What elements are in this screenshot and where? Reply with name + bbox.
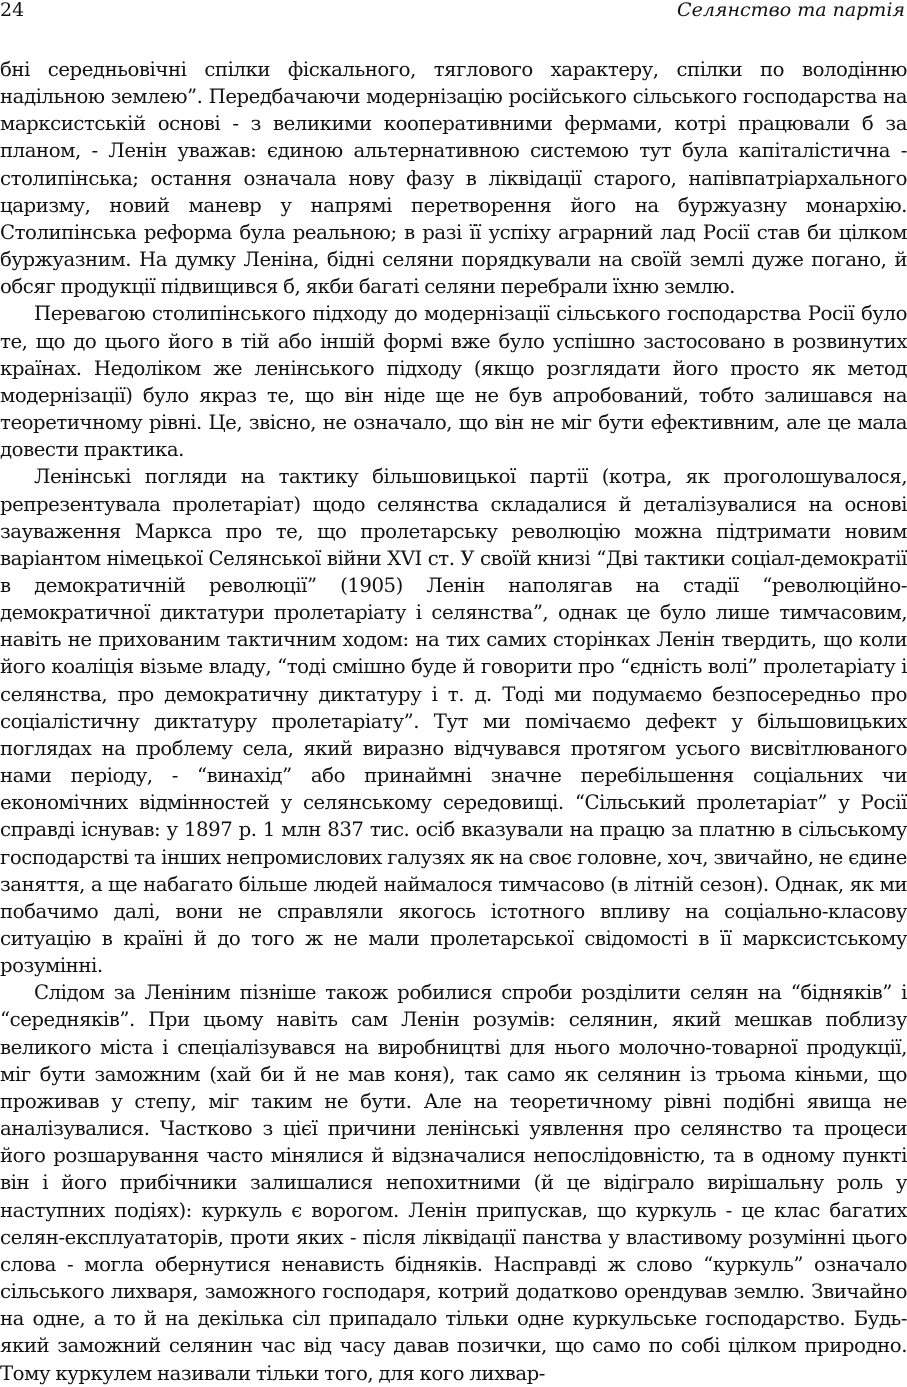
paragraph: Слідом за Леніним пізніше також робилися спроби розділити селян на “бідняків” і “середняків”. При цьому навіть сам Ленін розумів: селянин, який мешкав поблизу великого міста і спеціалізувався на виробництві для нього молочно-товарної продукції, міг бути заможним (хай би й не мав коня), так само як селянин із трьома кіньми, що проживав у степу, міг таким не бути. Але на теоретичному рівні подібні явища не аналізувалися. Частково з цієї причини ленінські уявлення про селянство та процеси його розшарування часто мінялися й відзначалися непослідовністю, та в одному пункті він і його прибічники залишалися непохитними (й це відіграло вирішальну роль у наступних подіях): куркуль є ворогом. Ленін припускав, що куркуль - це клас багатих селян-експлуататорів, проти яких - після ліквідації панства у властивому розумінні цього слова - могла обернутися ненависть бідняків. Насправді ж слово “куркуль” означало сільського лихваря, заможного господаря, котрий додатково орендував землю. Звичайно на одне, а то й на декілька сіл припадало тільки одне куркульське господарство. Будь-який заможний селянин час від часу давав позички, що само по собі цілком природно. Тому куркулем називали тільки того, для кого лихвар- [0, 981, 907, 1385]
page-header [0, 0, 907, 24]
running-title: Селянство та партія [677, 0, 905, 21]
paragraph: Ленінські погляди на тактику більшовицької партії (котра, як проголошувалося, репрезентувала пролетаріат) щодо селянства складалися й деталізувалися на основі зауваження Маркса про те, що пролетарську революцію можна підтримати новим варіантом німецької Селянської війни XVI ст. У своїй книзі “Дві тактики соціал-демократії в демократичній революції” (1905) Ленін наполягав на стадії “революційно-демократичної диктатури пролетаріату і селянства”, однак це було лише тимчасовим, навіть не прихованим тактичним ходом: на тих самих сторінках Ленін твердить, що коли його коаліція візьме владу, “тоді смішно буде й говорити про “єдність волі” пролетаріату і селянства, про демократичну диктатуру і т. д. Тоді ми подумаємо безпосередньо про соціалістичну диктатуру пролетаріату”. Тут ми помічаємо дефект у більшовицьких поглядах на проблему села, який виразно відчувався протягом усього висвітлюваного нами періоду, - “винахід” або принаймні значне перебільшення соціальних чи економічних відмінностей у селянському середовищі. “Сільський пролетаріат” у Росії справді існував: у 1897 р. 1 млн 837 тис. осіб вказували на працю за платню в сільському господарстві та інших непромислових галузях як на своє головне, хоч, звичайно, не єдине заняття, а ще набагато більше людей наймалося тимчасово (в літній сезон). Однак, як ми побачимо далі, вони не справляли якогось істотного впливу на соціально-класову ситуацію в країні й до того ж не мали пролетарської свідомості в її марксистському розумінні. [0, 465, 907, 978]
page-number: 24 [0, 0, 25, 21]
paragraph-continued: бні середньовічні спілки фіскального, тяглового характеру, спілки по володінню надільною землею”. Передбачаючи модернізацію російського сільського господарства на марксистській основі - з великими кооперативними фермами, котрі працювали б за планом, - Ленін уважав: єдиною альтернативною системою тут була капіталістична - столипінська; остання означала нову фазу в ліквідації старого, напівпатріархального царизму, новий маневр у напрямі перетворення його на буржуазну монархію. Столипінська реформа була реальною; в разі її успіху аграрний лад Росії став би цілком буржуазним. На думку Леніна, бідні селяни порядкували на своїй землі дуже погано, й обсяг продукції підвищився б, якби багаті селяни перебрали їхню землю. [0, 58, 907, 299]
paragraph: Перевагою столипінського підходу до модернізації сільського господарства Росії було те, що до цього його в тій або іншій формі вже було успішно застосовано в розвинутих країнах. Недоліком же ленінського підходу (якщо розглядати його просто як метод модернізації) було якраз те, що він ніде ще не був апробований, тобто залишався на теоретичному рівні. Це, звісно, не означало, що він не міг бути ефективним, але це мала довести практика. [0, 302, 907, 462]
body-text [0, 56, 907, 1387]
